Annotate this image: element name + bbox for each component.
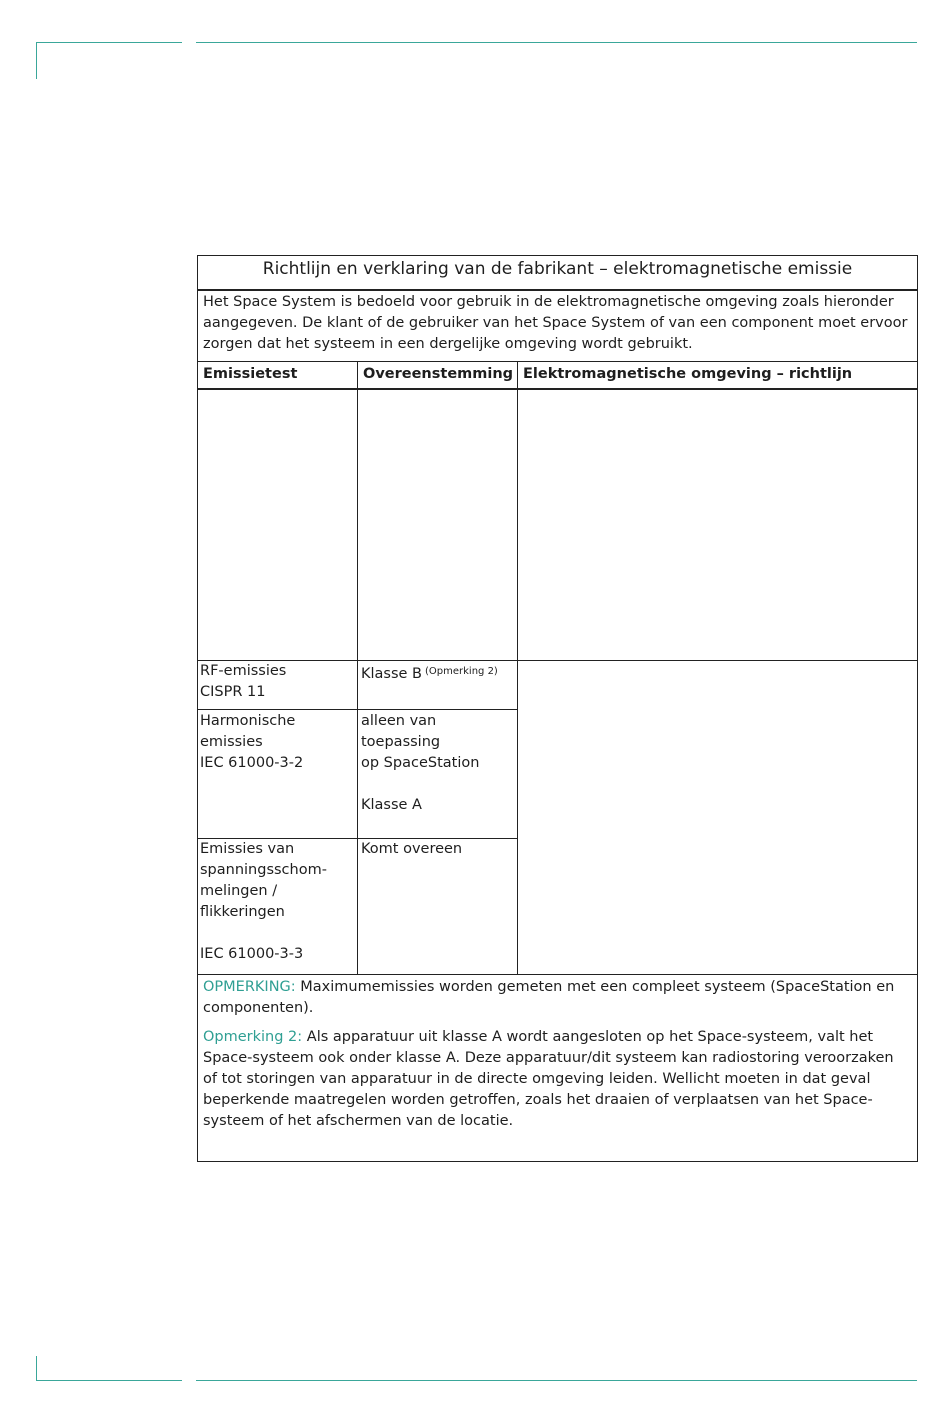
row1-compliance: [361, 661, 516, 685]
row2-test: [200, 711, 357, 774]
row3-test-line3: melingen /: [200, 883, 278, 899]
col-divider-2: [517, 361, 518, 975]
row1-compliance-value: Klasse B: [361, 666, 423, 682]
table-border-right: [917, 255, 918, 1162]
divider-title: [197, 289, 918, 291]
table-title: Richtlijn en verklaring van de fabrikant – elektromagnetische emissie: [262, 259, 853, 279]
top-right-rule: [196, 42, 917, 43]
note-1: [203, 977, 905, 1019]
row3-test: [200, 839, 355, 965]
divider-header: [197, 388, 918, 390]
row2-test-line2: IEC 61000-3-2: [200, 755, 304, 771]
table-border-bottom: [197, 1161, 918, 1162]
top-left-tick: [36, 42, 37, 79]
header-guidance: Elektromagnetische omgeving – richtlijn: [523, 366, 853, 382]
table-notes: [203, 977, 905, 1140]
row1-test-line2: CISPR 11: [200, 684, 266, 700]
row3-test-line4: flikkeringen: [200, 904, 285, 920]
row2-compliance-line3: Klasse A: [361, 797, 422, 813]
row1-test-line1: RF-emissies: [200, 663, 287, 679]
divider-notes: [197, 974, 918, 975]
row2-compliance-line2: op SpaceStation: [361, 755, 480, 771]
divider-intro: [197, 361, 918, 362]
note-2-label: Opmerking 2:: [203, 1029, 303, 1045]
bottom-left-rule: [36, 1380, 182, 1381]
note-1-label: OPMERKING:: [203, 979, 296, 995]
bottom-left-tick: [36, 1356, 37, 1381]
bottom-right-rule: [196, 1380, 917, 1381]
col-divider-1: [357, 361, 358, 975]
row2-test-line1: Harmonische emissies: [200, 713, 296, 750]
table-intro: Het Space System is bedoeld voor gebruik in de elektromagnetische omgeving zoals hieronder aangegeven. De klant of de gebruiker van het Space System of van een component moet ervoor zorgen dat het systeem in een dergelijke omgeving wordt gebruikt.: [203, 294, 908, 352]
header-emission-test: Emissietest: [203, 366, 298, 382]
header-compliance: Overeenstemming: [363, 366, 514, 382]
row3-test-line2: spanningsschom-: [200, 862, 327, 878]
row2-compliance: [361, 711, 516, 816]
row2-compliance-line1: alleen van toepassing: [361, 713, 441, 750]
row3-test-line5: IEC 61000-3-3: [200, 946, 304, 962]
note-2: [203, 1027, 905, 1132]
top-left-rule: [36, 42, 182, 43]
row3-test-line1: Emissies van: [200, 841, 295, 857]
row1-compliance-note: (Opmerking 2): [425, 666, 498, 677]
note-2-text: Als apparatuur uit klasse A wordt aangesloten op het Space-systeem, valt het Space-systeem ook onder klasse A. Deze apparatuur/dit systeem kan radiostoring veroorzaken of tot storingen van apparatuur in de directe omgeving leiden. Wellicht moeten in dat geval beperkende maatregelen worden getroffen, zoals het draaien of verplaatsen van het Space-systeem of het afschermen van de locatie.: [203, 1029, 894, 1129]
note-1-text: Maximumemissies worden gemeten met een compleet systeem (SpaceStation en componenten).: [203, 979, 895, 1016]
row1-test: [200, 661, 355, 703]
row3-compliance: Komt overeen: [361, 841, 463, 857]
